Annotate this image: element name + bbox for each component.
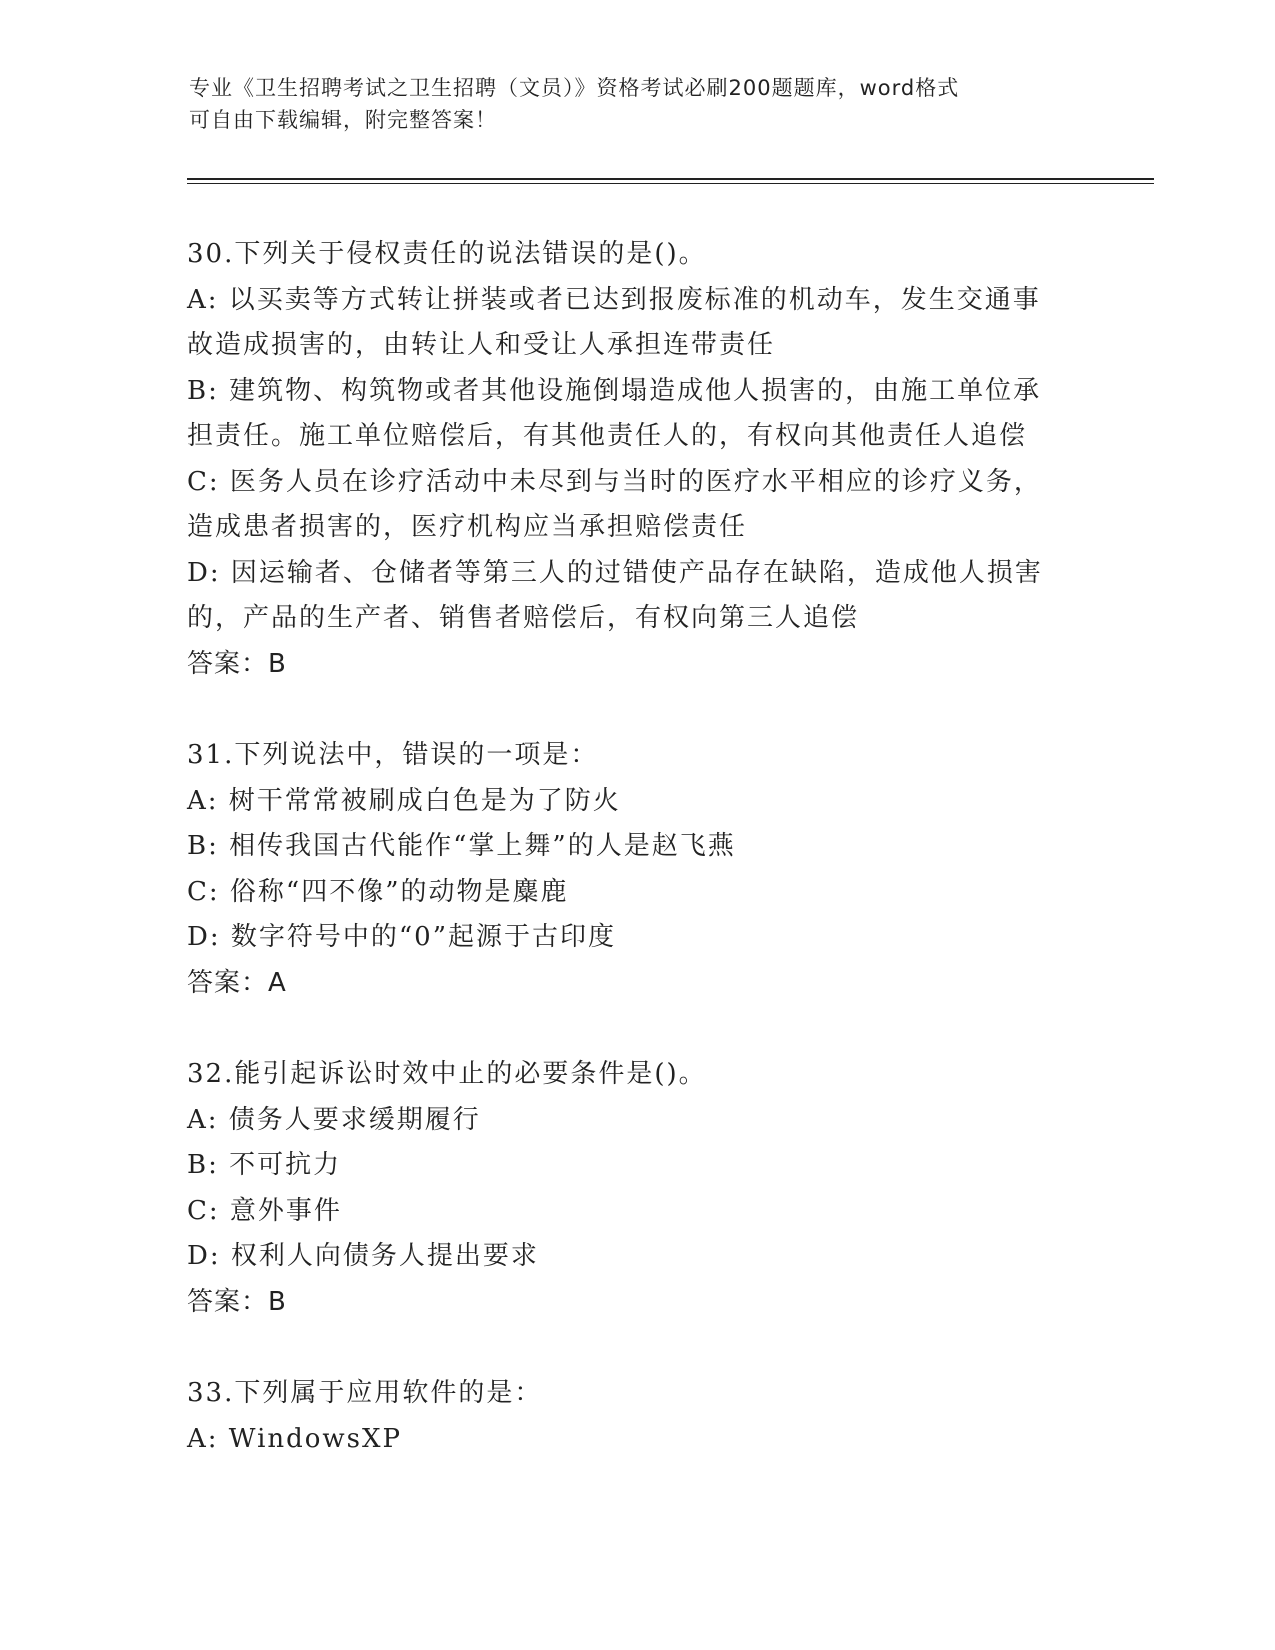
option-line: D: 数字符号中的“0”起源于古印度 xyxy=(187,922,616,952)
header-divider-thin xyxy=(187,183,1154,184)
option-line: D: 权利人向债务人提出要求 xyxy=(187,1241,539,1271)
option-line: 造成患者损害的，医疗机构应当承担赔偿责任 xyxy=(187,512,748,542)
option-line: 担责任。施工单位赔偿后，有其他责任人的，有权向其他责任人追偿 xyxy=(187,421,1028,451)
question-list xyxy=(187,232,1087,1508)
document-header xyxy=(189,72,1089,136)
question-stem: 32.能引起诉讼时效中止的必要条件是()。 xyxy=(187,1059,707,1089)
option-line: A: 债务人要求缓期履行 xyxy=(187,1104,481,1135)
option-line: B: 建筑物、构筑物或者其他设施倒塌造成他人损害的，由施工单位承 xyxy=(187,375,1042,406)
option-line: C: 俗称“四不像”的动物是麋鹿 xyxy=(187,876,569,907)
question-stem: 31.下列说法中，错误的一项是： xyxy=(187,740,599,770)
header-line-2: 可自由下载编辑，附完整答案！ xyxy=(189,108,497,132)
option-line: C: 意外事件 xyxy=(187,1195,342,1226)
answer-line: 答案：B xyxy=(187,648,287,679)
question-stem: 30.下列关于侵权责任的说法错误的是()。 xyxy=(187,239,707,269)
question-30 xyxy=(187,232,1087,687)
option-line: 的，产品的生产者、销售者赔偿后，有权向第三人追偿 xyxy=(187,603,860,633)
option-line: A: 以买卖等方式转让拼装或者已达到报废标准的机动车，发生交通事 xyxy=(187,284,1041,315)
option-line: C: 医务人员在诊疗活动中未尽到与当时的医疗水平相应的诊疗义务， xyxy=(187,466,1042,497)
option-line: B: 相传我国古代能作“掌上舞”的人是赵飞燕 xyxy=(187,831,736,861)
question-33 xyxy=(187,1371,1087,1462)
question-31 xyxy=(187,733,1087,1006)
option-line: A: WindowsXP xyxy=(187,1423,403,1454)
question-stem: 33.下列属于应用软件的是： xyxy=(187,1378,543,1408)
answer-line: 答案：A xyxy=(187,967,287,998)
option-line: D: 因运输者、仓储者等第三人的过错使产品存在缺陷，造成他人损害 xyxy=(187,557,1043,588)
header-divider-thick xyxy=(187,178,1154,180)
answer-line: 答案：B xyxy=(187,1286,287,1317)
header-line-1: 专业《卫生招聘考试之卫生招聘（文员）》资格考试必刷200题题库，word格式 xyxy=(189,76,960,100)
option-line: 故造成损害的，由转让人和受让人承担连带责任 xyxy=(187,330,776,360)
option-line: B: 不可抗力 xyxy=(187,1150,342,1180)
question-32 xyxy=(187,1052,1087,1325)
option-line: A: 树干常常被刷成白色是为了防火 xyxy=(187,785,621,816)
